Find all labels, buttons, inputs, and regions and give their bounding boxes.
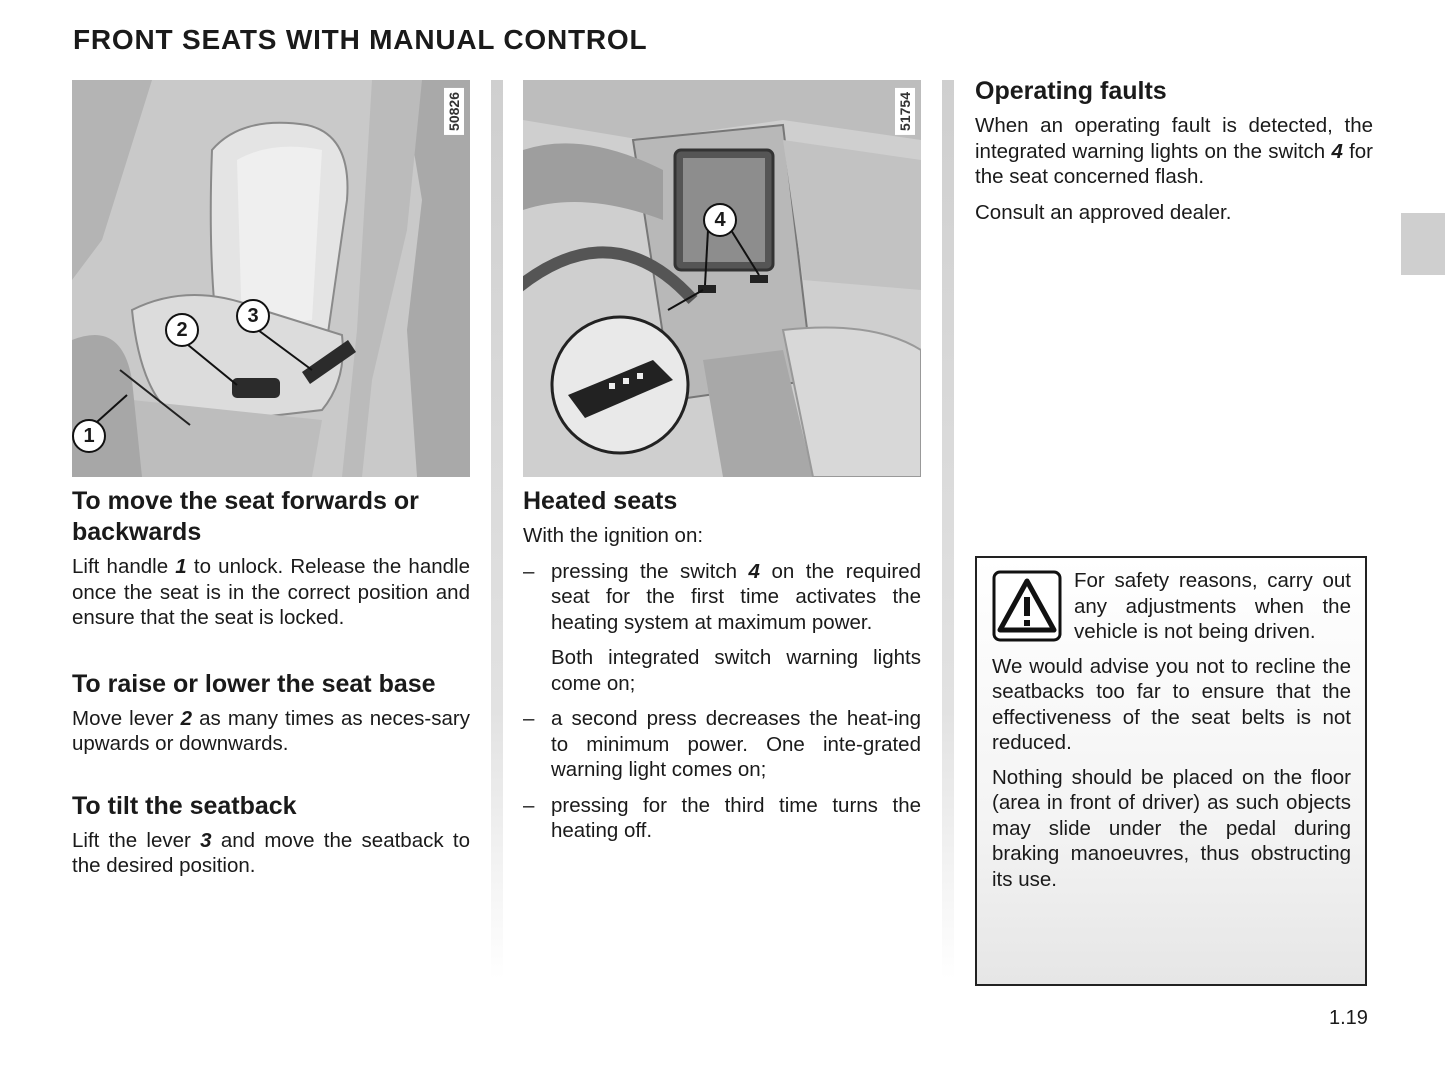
page-number: 1.19 [1329,1007,1368,1029]
section-forwards-backwards [72,486,470,631]
warning-triangle-icon [992,570,1062,642]
section-heated-seats [523,486,921,844]
seat-illustration [72,80,470,477]
page-title: FRONT SEATS WITH MANUAL CONTROL [73,24,648,55]
callout-4: 4 [703,203,737,237]
section-text: When an operating fault is detected, the integrated warning lights on the switch 4 for the seat concerned flash. [975,114,1373,188]
column-divider [942,80,954,980]
column-seat-adjustment [72,80,470,879]
list-item: – a second press decreases the heat-ing to minimum power. One inte-grated warning light comes on; [523,707,921,781]
section-text: Move lever 2 as many times as neces-sary upwards or downwards. [72,706,470,755]
list-item: – pressing the switch 4 on the required seat for the first time activates the heating system at maximum power. [523,559,921,634]
heated-seat-steps [523,559,921,636]
section-text: Lift handle 1 to unlock. Release the handle once the seat is in the correct position and ensure that the seat is locked. [72,555,470,629]
section-tilt-seatback [72,791,470,879]
dashboard-figure [523,80,921,477]
callout-3: 3 [236,299,270,333]
seat-figure [72,80,470,477]
list-item-note: Both integrated switch warning lights come on; [551,646,921,695]
dashboard-illustration [523,80,921,477]
column-heated-seats [523,80,921,844]
section-heading: To tilt the seatback [72,791,297,820]
section-text: Lift the lever 3 and move the seatback to the desired position. [72,828,470,877]
section-heading: Heated seats [523,487,678,515]
callout-1: 1 [72,419,106,453]
section-heading: To move the seat forwards or backwards [72,487,419,546]
warning-text: For safety reasons, carry out any adjustments when the vehicle is not being driven. [1074,569,1351,643]
figure-number: 50826 [444,88,464,135]
column-divider [491,80,503,980]
chapter-tab [1401,213,1445,275]
list-item: – pressing for the third time turns the heating off. [523,793,921,842]
column-operating-faults [975,76,1373,225]
section-raise-lower [72,669,470,757]
warning-text: Nothing should be placed on the floor (area in front of driver) as such objects may slide under the pedal during braking manoeuvres, thus obstructing its use. [992,765,1351,891]
callout-2: 2 [165,313,199,347]
heated-seat-steps-cont [523,706,921,844]
section-heading: Operating faults [975,77,1167,105]
intro-text: With the ignition on: [523,524,704,547]
section-heading: To raise or lower the seat base [72,669,436,698]
warning-box [975,556,1367,986]
section-text: Consult an approved dealer. [975,200,1232,224]
warning-text: We would advise you not to recline the seatbacks too far to ensure that the effectiveness of the seat belts is not reduced. [992,654,1351,754]
figure-number: 51754 [895,88,915,135]
